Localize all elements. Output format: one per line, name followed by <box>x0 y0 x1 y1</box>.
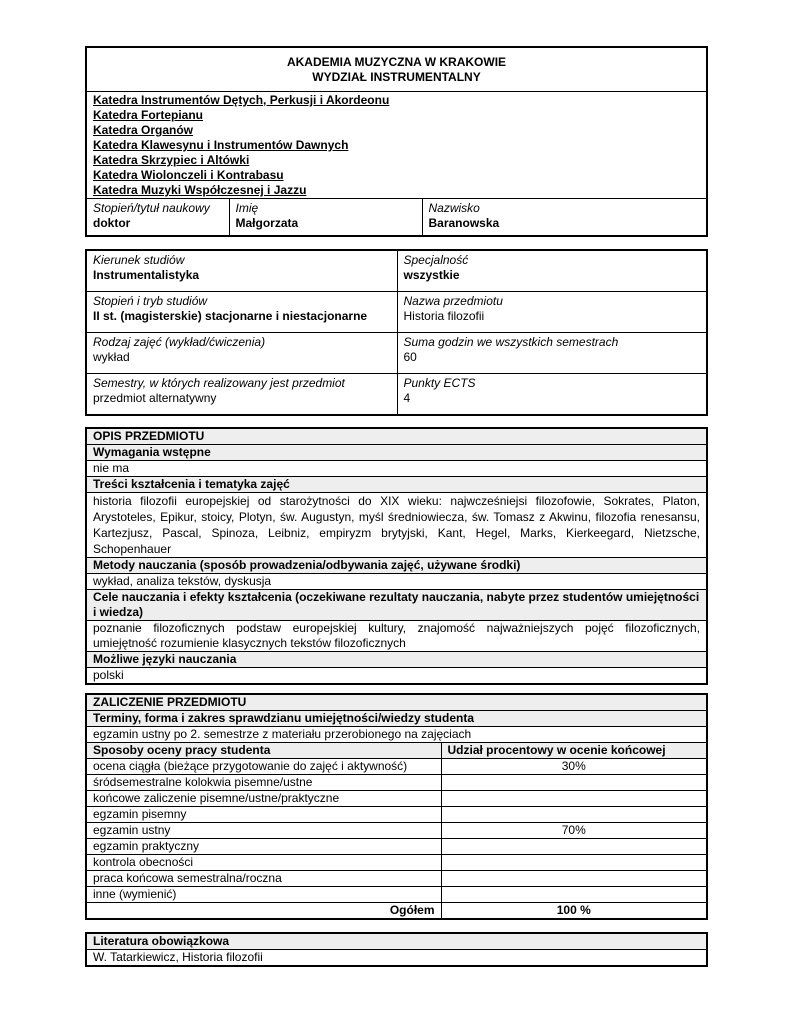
languages-label: Możliwe języki nauczania <box>86 652 707 668</box>
departments-cell <box>86 92 707 199</box>
degree-cell <box>86 199 229 237</box>
share-column-header: Udział procentowy w ocenie końcowej <box>441 743 707 759</box>
subject-label: Nazwa przedmiotu <box>403 294 503 308</box>
total-label: Ogółem <box>86 903 441 920</box>
assessment-method: śródsemestralne kolokwia pisemne/ustne <box>86 775 441 791</box>
table-row <box>86 823 707 839</box>
subject-cell <box>397 292 707 333</box>
semesters-cell <box>86 374 397 416</box>
assessment-share <box>441 855 707 871</box>
department-item: Katedra Muzyki Współczesnej i Jazzu <box>93 183 307 197</box>
terms-value: egzamin ustny po 2. semestrze z materiału przerobionego na zajęciach <box>86 727 707 743</box>
hours-label: Suma godzin we wszystkich semestrach <box>403 335 619 349</box>
assessment-method: kontrola obecności <box>86 855 441 871</box>
field-label: Kierunek studiów <box>93 253 185 267</box>
assessment-share <box>441 807 707 823</box>
hours-value: 60 <box>403 350 417 364</box>
opis-title: OPIS PRZEDMIOTU <box>86 428 707 445</box>
degree-label: Stopień/tytuł naukowy <box>93 201 210 215</box>
department-item: Katedra Wiolonczeli i Kontrabasu <box>93 168 284 182</box>
assessment-method: praca końcowa semestralna/roczna <box>86 871 441 887</box>
academy-name: AKADEMIA MUZYCZNA W KRAKOWIE <box>286 55 507 69</box>
assessment-share: 30% <box>441 759 707 775</box>
assessment-table <box>85 693 708 920</box>
first-name-label: Imię <box>235 201 259 215</box>
methods-label: Metody nauczania (sposób prowadzenia/odbywania zajęć, używane środki) <box>86 558 707 574</box>
semesters-label: Semestry, w których realizowany jest przedmiot <box>93 376 345 390</box>
requirements-value: nie ma <box>86 461 707 477</box>
hours-cell <box>397 333 707 374</box>
type-cell <box>86 333 397 374</box>
department-item: Katedra Skrzypiec i Altówki <box>93 153 250 167</box>
assessment-method: końcowe zaliczenie pisemne/ustne/praktyczne <box>86 791 441 807</box>
assessment-method: ocena ciągła (bieżące przygotowanie do zajęć i aktywność) <box>86 759 441 775</box>
level-value: II st. (magisterskie) stacjonarne i niestacjonarne <box>93 309 368 323</box>
requirements-label: Wymagania wstępne <box>86 445 707 461</box>
ects-cell <box>397 374 707 416</box>
field-cell <box>86 250 397 292</box>
course-info-table <box>85 249 708 416</box>
literature-value: W. Tatarkiewicz, Historia filozofii <box>86 950 707 967</box>
level-label: Stopień i tryb studiów <box>93 294 208 308</box>
semesters-value: przedmiot alternatywny <box>93 391 217 405</box>
assessment-share <box>441 871 707 887</box>
content-label: Treści kształcenia i tematyka zajęć <box>86 477 707 493</box>
type-value: wykład <box>93 350 130 364</box>
specialty-cell <box>397 250 707 292</box>
content-value: historia filozofii europejskiej od starożytności do XIX wieku: najwcześniejsi filozofowie, Sokrates, Platon, Arystoteles, Epikur, stoicy, Plotyn, św. Augustyn, myśl średniowiecza, św. Tomasz z Akwinu, filozofia renesansu, Kartezjusz, Pascal, Spinoza, Leibniz, empiryzm brytyjski, Kant, Hegel, Marks, Kierkeegard, Nietzsche, Schopenhauer <box>86 493 707 558</box>
goals-value: poznanie filozoficznych podstaw europejskiej kultury, znajomość najważniejszych pojęć filozoficznych, umiejętność rozumienie klasycznych tekstów filozoficznych <box>86 621 707 652</box>
specialty-label: Specjalność <box>403 253 469 267</box>
table-row <box>86 807 707 823</box>
assessment-method: egzamin praktyczny <box>86 839 441 855</box>
table-row <box>86 791 707 807</box>
department-item: Katedra Klawesynu i Instrumentów Dawnych <box>93 138 349 152</box>
subject-value: Historia filozofii <box>403 309 485 323</box>
table-row <box>86 887 707 903</box>
assessment-share <box>441 887 707 903</box>
course-description-table <box>85 427 708 685</box>
type-label: Rodzaj zajęć (wykład/ćwiczenia) <box>93 335 266 349</box>
degree-value: doktor <box>93 216 131 230</box>
literature-table <box>85 932 708 967</box>
ects-label: Punkty ECTS <box>403 376 476 390</box>
first-name-cell <box>229 199 422 237</box>
assessment-share <box>441 775 707 791</box>
first-name-value: Małgorzata <box>235 216 299 230</box>
header-title-cell <box>86 47 707 92</box>
methods-value: wykład, analiza tekstów, dyskusja <box>86 574 707 590</box>
assessment-method: egzamin pisemny <box>86 807 441 823</box>
zaliczenie-title: ZALICZENIE PRZEDMIOTU <box>86 694 707 711</box>
table-row <box>86 759 707 775</box>
goals-label: Cele nauczania i efekty kształcenia (oczekiwane rezultaty nauczania, nabyte przez studentów umiejętności i wiedza) <box>86 590 707 621</box>
assessment-share: 70% <box>441 823 707 839</box>
terms-label: Terminy, forma i zakres sprawdzianu umiejętności/wiedzy studenta <box>86 711 707 727</box>
faculty-name: WYDZIAŁ INSTRUMENTALNY <box>312 70 481 84</box>
last-name-value: Baranowska <box>428 216 500 230</box>
header-table <box>85 46 708 237</box>
level-cell <box>86 292 397 333</box>
assessment-method: inne (wymienić) <box>86 887 441 903</box>
table-row <box>86 871 707 887</box>
ects-value: 4 <box>403 391 411 405</box>
literature-title: Literatura obowiązkowa <box>86 933 707 950</box>
assessment-share <box>441 791 707 807</box>
methods-column-header: Sposoby oceny pracy studenta <box>86 743 441 759</box>
department-item: Katedra Organów <box>93 123 194 137</box>
field-value: Instrumentalistyka <box>93 268 200 282</box>
specialty-value: wszystkie <box>403 268 460 282</box>
table-row <box>86 839 707 855</box>
table-row <box>86 855 707 871</box>
last-name-cell <box>422 199 707 237</box>
total-value: 100 % <box>441 903 707 920</box>
assessment-share <box>441 839 707 855</box>
last-name-label: Nazwisko <box>428 201 480 215</box>
department-item: Katedra Instrumentów Dętych, Perkusji i Akordeonu <box>93 93 390 107</box>
department-item: Katedra Fortepianu <box>93 108 204 122</box>
languages-value: polski <box>86 668 707 685</box>
assessment-method: egzamin ustny <box>86 823 441 839</box>
table-row <box>86 775 707 791</box>
